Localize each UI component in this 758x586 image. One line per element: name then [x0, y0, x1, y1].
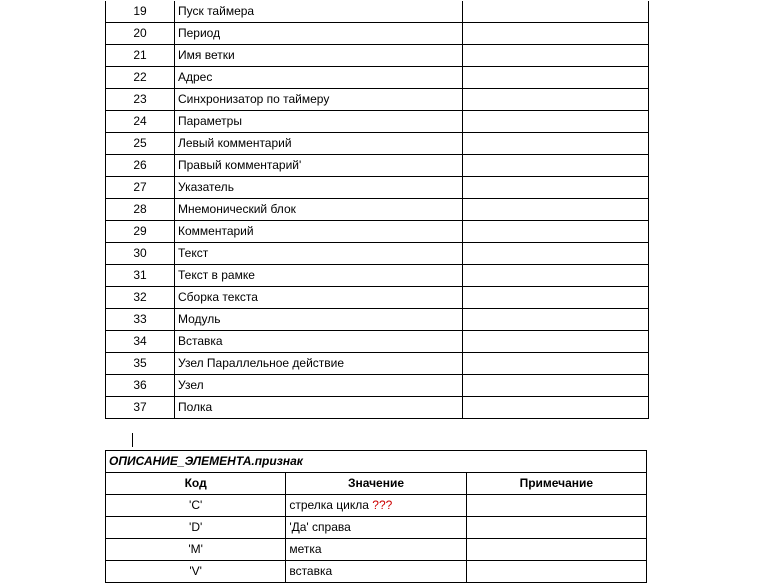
name-cell: Узел: [175, 375, 463, 397]
code-cell: 22: [106, 67, 175, 89]
note-cell: [466, 517, 646, 539]
code-cell: 33: [106, 309, 175, 331]
text-cursor: [132, 433, 133, 447]
table-row: [106, 89, 649, 111]
note-cell: [463, 133, 649, 155]
table-row: [106, 561, 647, 583]
code-cell: 29: [106, 221, 175, 243]
element-type-table-body: [106, 1, 649, 419]
code-cell: 28: [106, 199, 175, 221]
code-cell: 23: [106, 89, 175, 111]
element-flag-table: [105, 450, 647, 583]
flag-text: ???: [372, 498, 393, 512]
element-type-table: [105, 1, 649, 419]
code-cell: 'C': [106, 495, 286, 517]
table-row: [106, 155, 649, 177]
note-cell: [463, 221, 649, 243]
name-cell: Текст: [175, 243, 463, 265]
note-cell: [463, 177, 649, 199]
note-cell: [463, 45, 649, 67]
value-text: метка: [289, 542, 322, 556]
value-text: стрелка цикла: [289, 498, 369, 512]
header-note: Примечание: [466, 473, 646, 495]
note-cell: [466, 539, 646, 561]
table-row: [106, 495, 647, 517]
value-text: вставка: [289, 564, 333, 578]
code-cell: 'D': [106, 517, 286, 539]
value-cell: [286, 539, 466, 561]
header-code: Код: [106, 473, 286, 495]
table-row: [106, 517, 647, 539]
table-row: [106, 111, 649, 133]
name-cell: Текст в рамке: [175, 265, 463, 287]
note-cell: [463, 155, 649, 177]
name-cell: Сборка текста: [175, 287, 463, 309]
code-cell: 30: [106, 243, 175, 265]
note-cell: [463, 331, 649, 353]
code-cell: 37: [106, 397, 175, 419]
note-cell: [466, 495, 646, 517]
code-cell: 32: [106, 287, 175, 309]
value-cell: [286, 561, 466, 583]
name-cell: Мнемонический блок: [175, 199, 463, 221]
table-row: [106, 309, 649, 331]
table-title-row: [106, 451, 647, 473]
name-cell: Синхронизатор по таймеру: [175, 89, 463, 111]
code-cell: 34: [106, 331, 175, 353]
table-row: [106, 243, 649, 265]
note-cell: [466, 561, 646, 583]
table-title: ОПИСАНИЕ_ЭЛЕМЕНТА.признак: [106, 451, 647, 473]
table-row: [106, 265, 649, 287]
note-cell: [463, 397, 649, 419]
name-cell: Параметры: [175, 111, 463, 133]
name-cell: Адрес: [175, 67, 463, 89]
table-row: [106, 23, 649, 45]
code-cell: 21: [106, 45, 175, 67]
table-header-row: [106, 473, 647, 495]
code-cell: 'M': [106, 539, 286, 561]
value-text: 'Да' справа: [289, 520, 351, 534]
note-cell: [463, 23, 649, 45]
note-cell: [463, 243, 649, 265]
note-cell: [463, 67, 649, 89]
note-cell: [463, 199, 649, 221]
table-row: [106, 375, 649, 397]
code-cell: 31: [106, 265, 175, 287]
name-cell: Указатель: [175, 177, 463, 199]
note-cell: [463, 287, 649, 309]
table-row: [106, 67, 649, 89]
header-value: Значение: [286, 473, 466, 495]
table-row: [106, 221, 649, 243]
table-row: [106, 353, 649, 375]
element-flag-table-body: [106, 451, 647, 583]
table-row: [106, 1, 649, 23]
note-cell: [463, 353, 649, 375]
note-cell: [463, 89, 649, 111]
value-cell: [286, 495, 466, 517]
table-row: [106, 397, 649, 419]
code-cell: 26: [106, 155, 175, 177]
name-cell: Левый комментарий: [175, 133, 463, 155]
name-cell: Модуль: [175, 309, 463, 331]
table-row: [106, 331, 649, 353]
name-cell: Правый комментарий': [175, 155, 463, 177]
name-cell: Имя ветки: [175, 45, 463, 67]
name-cell: Узел Параллельное действие: [175, 353, 463, 375]
name-cell: Период: [175, 23, 463, 45]
code-cell: 19: [106, 1, 175, 23]
name-cell: Комментарий: [175, 221, 463, 243]
code-cell: 24: [106, 111, 175, 133]
code-cell: 20: [106, 23, 175, 45]
note-cell: [463, 111, 649, 133]
table-row: [106, 177, 649, 199]
code-cell: 25: [106, 133, 175, 155]
code-cell: 36: [106, 375, 175, 397]
name-cell: Пуск таймера: [175, 1, 463, 23]
name-cell: Полка: [175, 397, 463, 419]
value-cell: [286, 517, 466, 539]
code-cell: 27: [106, 177, 175, 199]
name-cell: Вставка: [175, 331, 463, 353]
table-row: [106, 539, 647, 561]
table-row: [106, 45, 649, 67]
table-row: [106, 199, 649, 221]
table-row: [106, 287, 649, 309]
table-row: [106, 133, 649, 155]
code-cell: 35: [106, 353, 175, 375]
note-cell: [463, 1, 649, 23]
note-cell: [463, 309, 649, 331]
note-cell: [463, 375, 649, 397]
code-cell: 'V': [106, 561, 286, 583]
note-cell: [463, 265, 649, 287]
